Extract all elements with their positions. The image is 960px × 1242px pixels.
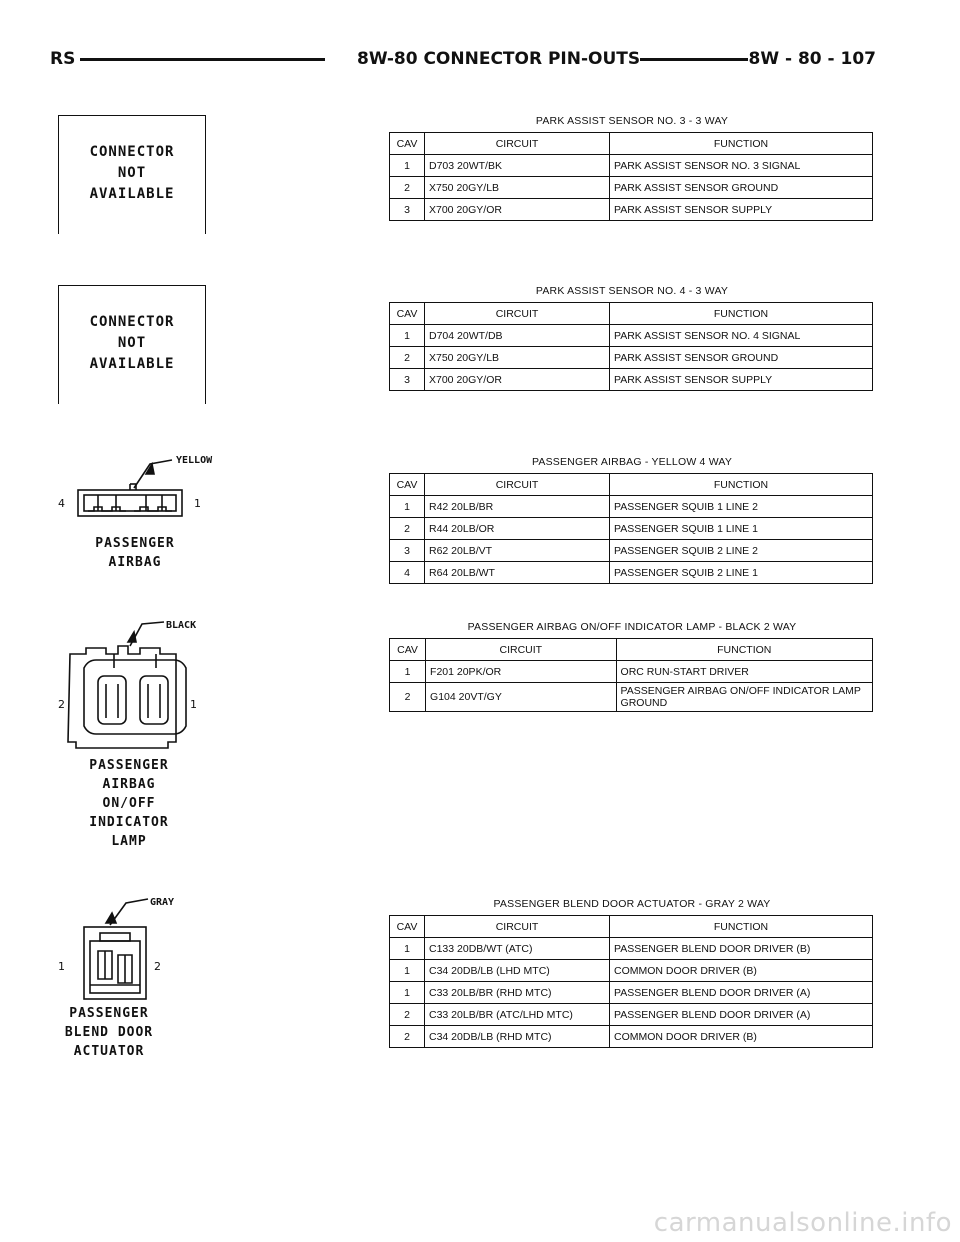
connector-figure-label: PASSENGER BLEND DOOR ACTUATOR (64, 1006, 154, 1059)
header-page-number: 8W - 80 - 107 (748, 46, 876, 72)
table-title: PASSENGER BLEND DOOR ACTUATOR - GRAY 2 WAY (493, 898, 771, 910)
table-title: PASSENGER AIRBAG - YELLOW 4 WAY (531, 456, 733, 468)
pin-number-label: 1 (190, 698, 197, 711)
table-row: 3 X700 20GY/OR PARK ASSIST SENSOR SUPPLY (390, 199, 873, 221)
table-row: 1 R42 20LB/BR PASSENGER SQUIB 1 LINE 2 (390, 496, 873, 518)
table-row: 1 C34 20DB/LB (LHD MTC) COMMON DOOR DRIVER (B) (390, 960, 873, 982)
connector-color-label: YELLOW (176, 455, 213, 466)
connector-not-available-text: CONNECTOR NOT AVAILABLE (89, 144, 175, 202)
table-title: PARK ASSIST SENSOR NO. 3 - 3 WAY (535, 115, 729, 127)
table-header-row: CAV CIRCUIT FUNCTION (390, 916, 873, 938)
pinout-table (389, 473, 873, 584)
header-title: 8W-80 CONNECTOR PIN-OUTS (357, 46, 640, 72)
pin-number-label: 2 (154, 960, 161, 973)
table-row: 1 F201 20PK/OR ORC RUN-START DRIVER (390, 661, 873, 683)
table-header-row: CAV CIRCUIT FUNCTION (390, 639, 873, 661)
table-row: 2 R44 20LB/OR PASSENGER SQUIB 1 LINE 1 (390, 518, 873, 540)
connector-color-label: GRAY (150, 897, 175, 908)
table-row: 2 C34 20DB/LB (RHD MTC) COMMON DOOR DRIVER (B) (390, 1026, 873, 1048)
connector-not-available-text: CONNECTOR NOT AVAILABLE (89, 314, 175, 372)
connector-not-available-figure (58, 115, 206, 234)
connector-not-available-figure (58, 285, 206, 404)
indicator-lamp-connector-icon (60, 618, 210, 752)
table-row: 1 C133 20DB/WT (ATC) PASSENGER BLEND DOOR DRIVER (B) (390, 938, 873, 960)
blend-door-actuator-connector-icon (70, 895, 200, 1005)
pinout-table (389, 302, 873, 391)
table-row: 2 X750 20GY/LB PARK ASSIST SENSOR GROUND (390, 347, 873, 369)
table-title: PASSENGER AIRBAG ON/OFF INDICATOR LAMP - BLACK 2 WAY (467, 621, 797, 633)
connector-figure-label: PASSENGER AIRBAG ON/OFF INDICATOR LAMP (89, 758, 169, 849)
table-row: 2 X750 20GY/LB PARK ASSIST SENSOR GROUND (390, 177, 873, 199)
table-row: 4 R64 20LB/WT PASSENGER SQUIB 2 LINE 1 (390, 562, 873, 584)
table-row: 1 C33 20LB/BR (RHD MTC) PASSENGER BLEND DOOR DRIVER (A) (390, 982, 873, 1004)
table-header-row: CAV CIRCUIT FUNCTION (390, 303, 873, 325)
connector-color-label: BLACK (166, 620, 197, 631)
table-row: 2 C33 20LB/BR (ATC/LHD MTC) PASSENGER BLEND DOOR DRIVER (A) (390, 1004, 873, 1026)
table-row: 1 D704 20WT/DB PARK ASSIST SENSOR NO. 4 SIGNAL (390, 325, 873, 347)
table-title: PARK ASSIST SENSOR NO. 4 - 3 WAY (535, 285, 729, 297)
table-row: 3 R62 20LB/VT PASSENGER SQUIB 2 LINE 2 (390, 540, 873, 562)
pin-number-label: 2 (58, 698, 65, 711)
pin-number-label: 4 (58, 497, 65, 510)
connector-figure-label: PASSENGER AIRBAG (95, 536, 175, 570)
table-row: 2 G104 20VT/GY PASSENGER AIRBAG ON/OFF INDICATOR LAMP GROUND (390, 683, 873, 712)
table-row: 1 D703 20WT/BK PARK ASSIST SENSOR NO. 3 SIGNAL (390, 155, 873, 177)
pinout-table (389, 915, 873, 1048)
header-left: RS (50, 46, 75, 72)
table-row: 3 X700 20GY/OR PARK ASSIST SENSOR SUPPLY (390, 369, 873, 391)
watermark: carmanualsonline.info (653, 1208, 952, 1238)
pinout-table (389, 638, 873, 712)
pinout-table (389, 132, 873, 221)
table-header-row: CAV CIRCUIT FUNCTION (390, 133, 873, 155)
header-rule-left (80, 58, 325, 61)
table-header-row: CAV CIRCUIT FUNCTION (390, 474, 873, 496)
page-header (50, 46, 876, 72)
pin-number-label: 1 (194, 497, 201, 510)
pin-number-label: 1 (58, 960, 65, 973)
